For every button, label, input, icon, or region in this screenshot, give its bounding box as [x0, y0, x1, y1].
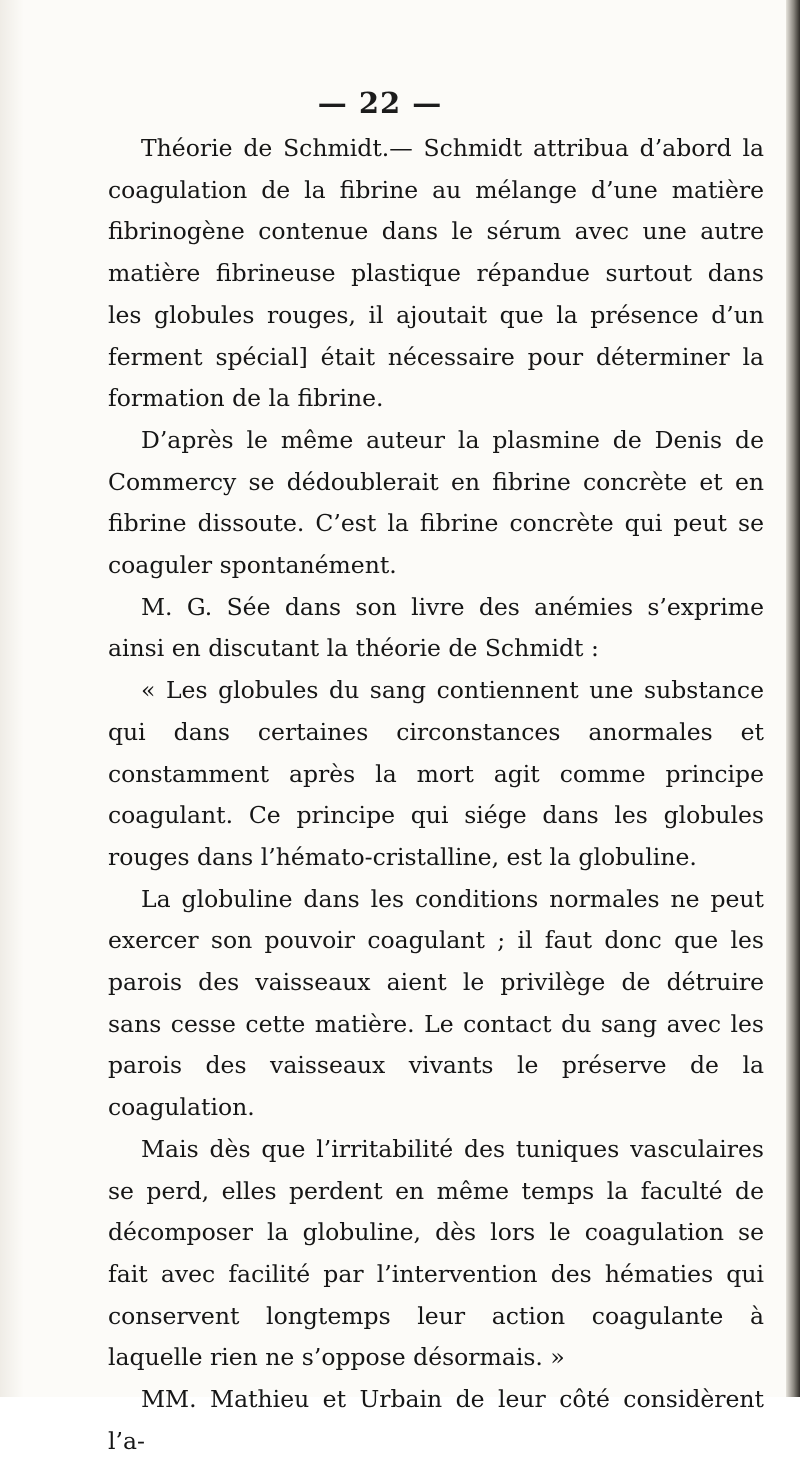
- paragraph-see-intro: M. G. Sée dans son livre des anémies s’exprime ainsi en discutant la théorie de Schmidt :: [108, 592, 764, 663]
- paragraph-quote-irritabilite: Mais dès que l’irritabilité des tuniques vasculaires se perd, elles perdent en même temps la faculté de décomposer la globuline, dès lors le coagulation se fait avec facilité par l’intervention des hématies qui conservent longtemps leur action coagulante à laquelle rien ne s’oppose désormais. »: [108, 1134, 764, 1372]
- page-edge-shadow: [786, 0, 800, 1397]
- body-text: [108, 128, 764, 1463]
- paragraph-schmidt-theory: Théorie de Schmidt.— Schmidt attribua d’abord la coagulation de la fibrine au mélange d’une matière fibrinogène contenue dans le sérum avec une autre matière fibrineuse plastique répandue surtout dans les globules rouges, il ajoutait que la présence d’un ferment spécial] était nécessaire pour déterminer la formation de la fibrine.: [108, 134, 764, 413]
- page-gutter-shadow: [0, 0, 24, 1397]
- paragraph-quote-globules: « Les globules du sang contiennent une substance qui dans certaines circonstances anormales et constamment après la mort agit comme principe coagulant. Ce principe qui siége dans les globules rouges dans l’hémato-cristalline, est la globuline.: [108, 676, 764, 871]
- page-number: — 22 —: [317, 86, 443, 120]
- paragraph-quote-conditions: La globuline dans les conditions normales ne peut exercer son pouvoir coagulant ; il faut donc que les parois des vaisseaux aient le privilège de détruire sans cesse cette matière. Le contact du sang avec les parois des vaisseaux vivants le préserve de la coagulation.: [108, 884, 764, 1122]
- paragraph-mathieu-urbain: MM. Mathieu et Urbain de leur côté considèrent l’a-: [108, 1385, 764, 1455]
- paragraph-plasmine: D’après le même auteur la plasmine de Denis de Commercy se dédoublerait en fibrine concrète et en fibrine dissoute. C’est la fibrine concrète qui peut se coaguler spontanément.: [108, 425, 764, 580]
